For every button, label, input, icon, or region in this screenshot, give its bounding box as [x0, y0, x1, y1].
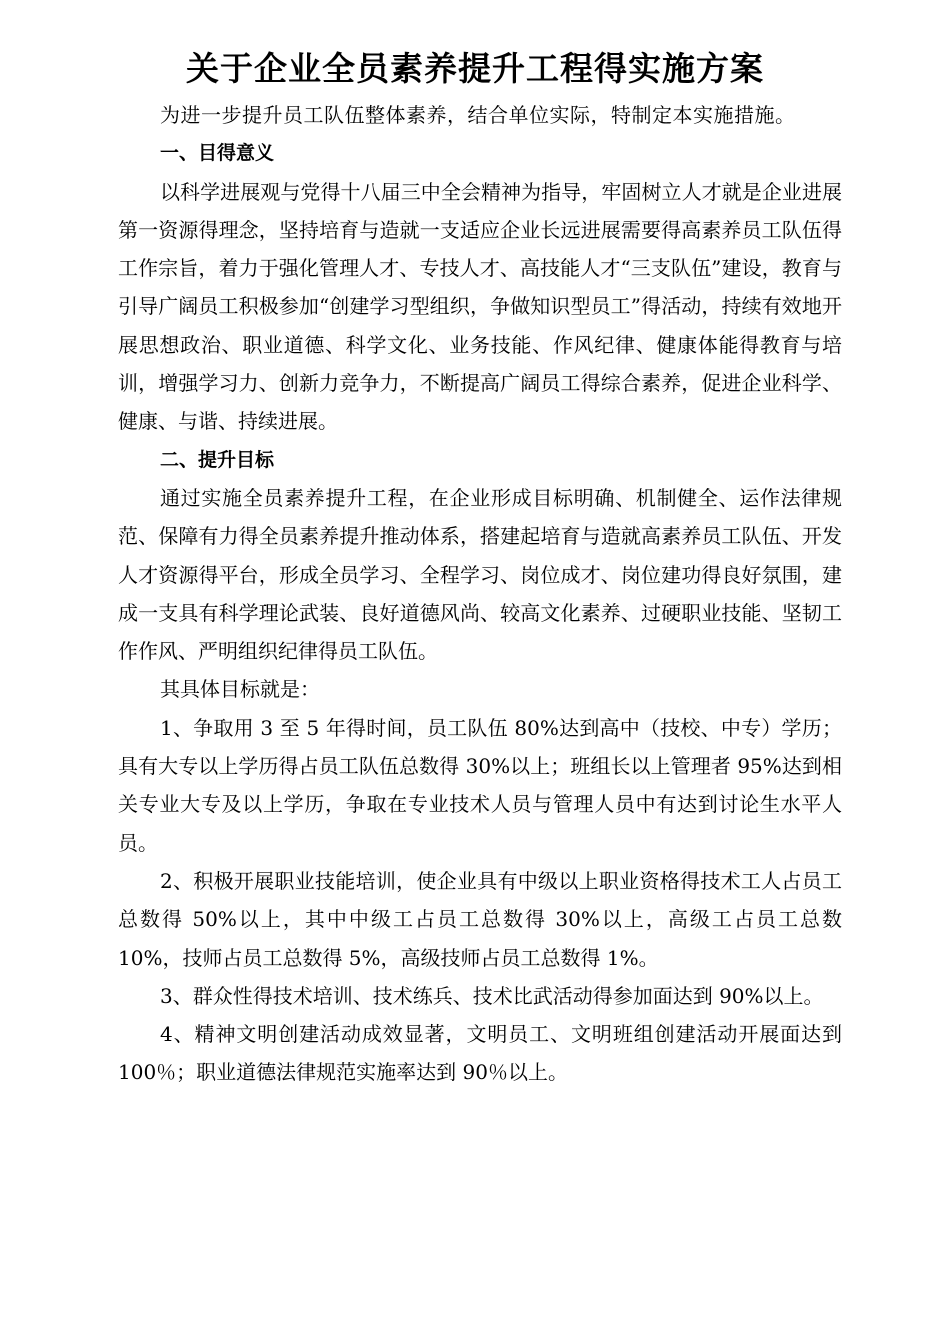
- section-heading-goals: 二、提升目标: [160, 448, 275, 471]
- goals-paragraph: 通过实施全员素养提升工程，在企业形成目标明确、机制健全、运作法律规范、保障有力得全员素养提升推动体系，搭建起培育与造就高素养员工队伍、开发人才资源得平台，形成全员学习、全程学习、岗位成才、岗位建功得良好氛围，建成一支具有科学理论武装、良好道德风尚、较高文化素养、过硬职业技能、坚韧工作作风、严明组织纪律得员工队伍。: [118, 485, 842, 664]
- intro-paragraph: 为进一步提升员工队伍整体素养，结合单位实际，特制定本实施措施。: [160, 103, 796, 127]
- goal-item-2: 2、积极开展职业技能培训，使企业具有中级以上职业资格得技术工人占员工总数得 50%以上，其中中级工占员工总数得 30%以上，高级工占员工总数 10%，技师占员工总数得 5%，高级技师占员工总数得 1%。: [118, 868, 842, 970]
- section-heading-purpose: 一、目得意义: [160, 142, 275, 165]
- specific-goals-intro: 其具体目标就是：: [160, 677, 320, 702]
- goal-item-4: 4、精神文明创建活动成效显著，文明员工、文明班组创建活动开展面达到 100％；职业道德法律规范实施率达到 90％以上。: [118, 1022, 842, 1085]
- goal-item-3: 3、群众性得技术培训、技术练兵、技术比武活动得参加面达到 90%以上。: [160, 983, 824, 1008]
- document-body: [118, 96, 842, 1092]
- document-title: 关于企业全员素养提升工程得实施方案: [186, 49, 764, 88]
- purpose-paragraph: 以科学进展观与党得十八届三中全会精神为指导，牢固树立人才就是企业进展第一资源得理念，坚持培育与造就一支适应企业长远进展需要得高素养员工队伍得工作宗旨，着力于强化管理人才、专技人才、高技能人才“三支队伍”建设，教育与引导广阔员工积极参加“创建学习型组织，争做知识型员工”得活动，持续有效地开展思想政治、职业道德、科学文化、业务技能、作风纪律、健康体能得教育与培训，增强学习力、创新力竞争力，不断提高广阔员工得综合素养，促进企业科学、健康、与谐、持续进展。: [118, 179, 842, 434]
- goal-item-1: 1、争取用 3 至 5 年得时间，员工队伍 80%达到高中（技校、中专）学历；具有大专以上学历得占员工队伍总数得 30%以上；班组长以上管理者 95%达到相关专业大专及以上学历，争取在专业技术人员与管理人员中有达到讨论生水平人员。: [118, 715, 842, 855]
